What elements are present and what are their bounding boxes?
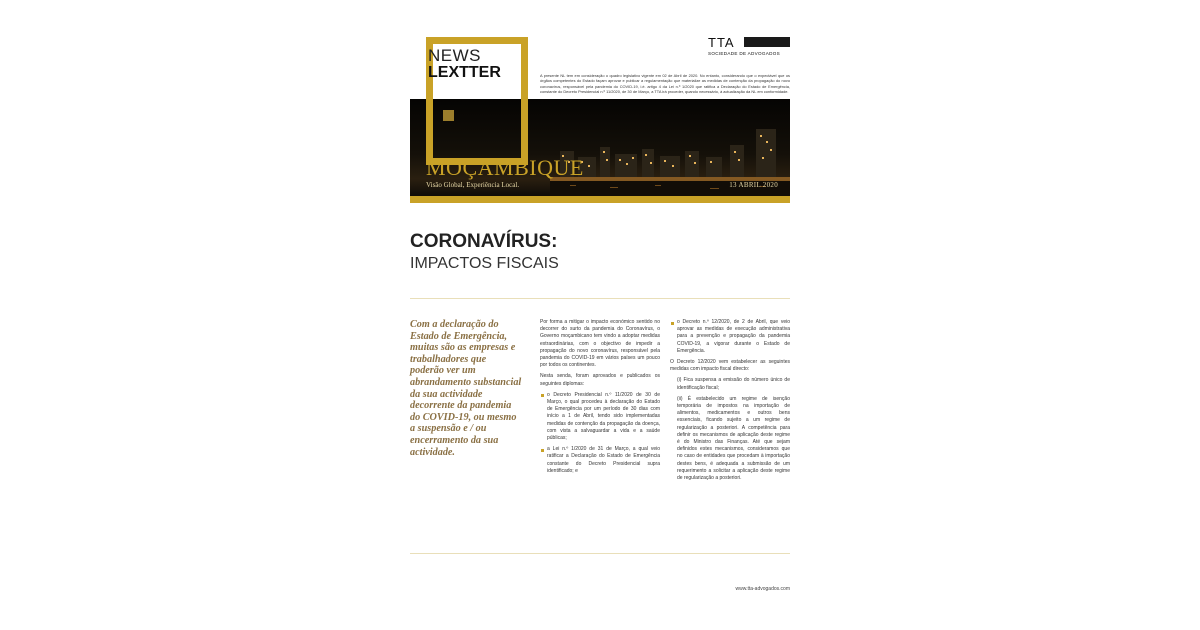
issue-date: 13 ABRIL 2020 (729, 181, 778, 189)
article-title: CORONAVÍRUS: (410, 231, 558, 252)
tagline: Visão Global, Experiência Local. (426, 181, 520, 189)
firm-logo-text: TTA (708, 35, 735, 50)
col1-paragraph: Por forma a mitigar o impacto económico sentido no decorrer do surto da pandemia do Coronavírus, o Governo moçambicano tem vindo a adoptar medidas extraordinárias, com o objectivo de impedir a propagação do novo coronavírus, responsável pela pandemia do COVID-19 em vários países um pouco por todos os continentes. (540, 319, 660, 369)
article-subtitle: IMPACTOS FISCAIS (410, 255, 559, 272)
article-column-1 (540, 319, 660, 479)
newsletter-page (410, 33, 790, 603)
top-divider (410, 298, 790, 299)
country-title: MOÇAMBIQUE (426, 155, 584, 180)
logo-gold-square (443, 110, 454, 121)
bullet-item: o Decreto n.º 12/2020, de 2 de Abril, que veio aprovar as medidas de execução administrativa para a prevenção e propagação da pandemia COVID-19, a vigorar durante o Estado de Emergência. (670, 319, 790, 355)
pull-quote: Com a declaração do Estado de Emergência, muitas são as empresas e trabalhadores que poderão ver um abrandamento substancial da sua actividade decorrente da pandemia do COVID-19, ou mesmo a suspensão e / ou encerramento da sua actividade. (410, 319, 522, 458)
firm-logo-bar (744, 37, 790, 47)
website-link[interactable]: www.tta-advogados.com (735, 586, 790, 592)
col2-paragraph: O Decreto 12/2020 vem estabelecer as seguintes medidas com impacto fiscal directo: (670, 359, 790, 373)
col1-paragraph: Nesta senda, foram aprovados e publicados os seguintes diplomas: (540, 373, 660, 387)
intro-disclaimer: A presente NL tem em consideração o quadro legislativo vigente em 02 de Abril de 2020. No entanto, considerando que o expectável que os órgãos competentes do Estado façam aprovar e publicar a regulamentação que materialize as medidas de contenção da propagação do novo coronavírus, responsável pela pandemia do COVID-19, i.é. artigo 4 da Lei n.º 1/2020 que ratifica a Declaração do Estado de Emergência, constante do Decreto Presidencial n.º 11/2020, de 30 de Março, a TTA irá proceder, quando necessário, à actualização da NL em conformidade. (540, 73, 790, 95)
numbered-item: (ii) É estabelecido um regime de isenção temporária de impostos na importação de alimentos, medicamentos e outros bens essenciais, ficando sujeito a um regime de regularização a posteriori. A competência para definir os mecanismos de aplicação deste regime é do Ministro das Finanças. Até que sejam definidos estes mecanismos, consideramos que no caso de entidades que procedam à importação destes bens, é adequada a submissão de um requerimento a solicitar a aplicação deste regime de regularização a posteriori. (677, 395, 790, 482)
article-column-2 (670, 319, 790, 486)
header-gold-bar (410, 196, 790, 203)
newsletter-header (410, 33, 790, 203)
bottom-divider (410, 553, 790, 554)
brand-news: NEWS (428, 46, 481, 65)
bullet-item: o Decreto Presidencial n.º 11/2020 de 30 de Março, o qual procedeu à declaração do Estado de Emergência por um período de 30 dias com início a 1 de Abril, tendo sido implementadas medidas de contenção da propagação da doença, com vista a salvaguardar a vida e a saúde públicas; (540, 392, 660, 442)
brand-lextter: LEXTTER (428, 64, 501, 81)
numbered-item: (i) Fica suspensa a emissão do número único de identificação fiscal; (677, 377, 790, 391)
bullet-item: a Lei n.º 1/2020 de 31 de Março, a qual veio ratificar a Declaração do Estado de Emergência constante do Decreto Presidencial supra identificado; e (540, 446, 660, 475)
firm-subtitle: SOCIEDADE DE ADVOGADOS (708, 51, 780, 56)
